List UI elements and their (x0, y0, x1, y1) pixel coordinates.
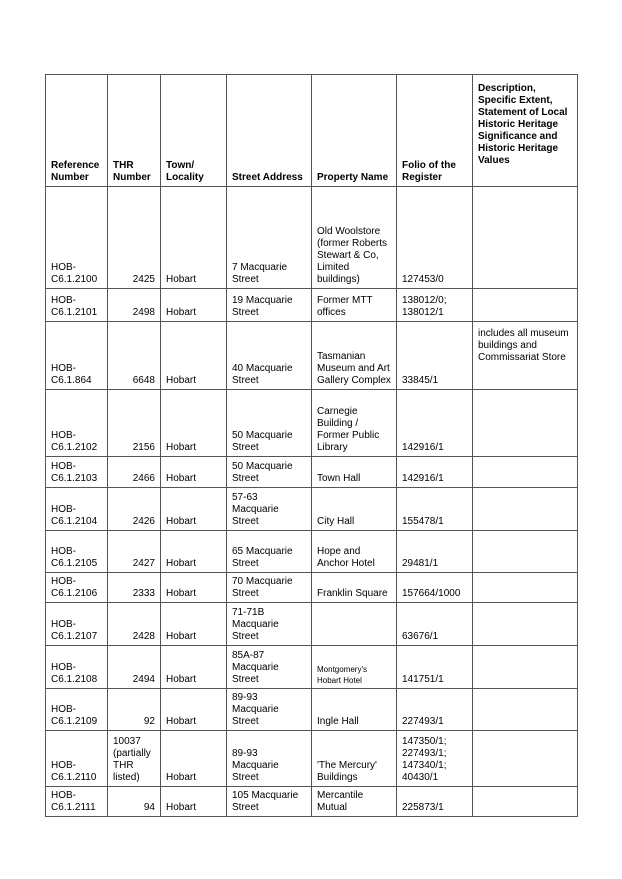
cell-street-address: 50 Macquarie Street (227, 457, 312, 488)
table-row (46, 731, 578, 787)
cell-property-name: Hope and Anchor Hotel (312, 531, 397, 573)
cell-thr-number: 2427 (108, 531, 161, 573)
cell-street-address: 65 Macquarie Street (227, 531, 312, 573)
header-description: Description, Specific Extent, Statement of Local Historic Heritage Significance and Historic Heritage Values (473, 75, 578, 187)
cell-property-name (312, 603, 397, 646)
cell-town-locality: Hobart (161, 531, 227, 573)
cell-thr-number: 2425 (108, 187, 161, 289)
header-folio: Folio of the Register (397, 75, 473, 187)
cell-street-address: 89-93 Macquarie Street (227, 731, 312, 787)
cell-folio: 227493/1 (397, 689, 473, 731)
cell-reference-number: HOB-C6.1.2111 (46, 787, 108, 817)
cell-reference-number: HOB-C6.1.2103 (46, 457, 108, 488)
header-street-address: Street Address (227, 75, 312, 187)
cell-folio: 63676/1 (397, 603, 473, 646)
cell-folio: 138012/0; 138012/1 (397, 289, 473, 322)
cell-folio: 142916/1 (397, 390, 473, 457)
cell-property-name: Franklin Square (312, 573, 397, 603)
cell-thr-number: 2466 (108, 457, 161, 488)
cell-street-address: 89-93 Macquarie Street (227, 689, 312, 731)
cell-property-name: Ingle Hall (312, 689, 397, 731)
cell-reference-number: HOB-C6.1.2110 (46, 731, 108, 787)
cell-thr-number: 92 (108, 689, 161, 731)
table-row (46, 457, 578, 488)
cell-property-name: Old Woolstore (former Roberts Stewart & Co, Limited buildings) (312, 187, 397, 289)
cell-property-name: Tasmanian Museum and Art Gallery Complex (312, 322, 397, 390)
cell-town-locality: Hobart (161, 289, 227, 322)
cell-town-locality: Hobart (161, 731, 227, 787)
header-thr-number: THR Number (108, 75, 161, 187)
cell-thr-number: 6648 (108, 322, 161, 390)
table-row (46, 289, 578, 322)
cell-folio: 157664/1000 (397, 573, 473, 603)
cell-folio: 155478/1 (397, 488, 473, 531)
cell-description (473, 787, 578, 817)
cell-folio: 29481/1 (397, 531, 473, 573)
table-row (46, 531, 578, 573)
table-row (46, 322, 578, 390)
cell-town-locality: Hobart (161, 187, 227, 289)
header-town-locality: Town/ Locality (161, 75, 227, 187)
cell-description: includes all museum buildings and Commissariat Store (473, 322, 578, 390)
cell-description (473, 187, 578, 289)
cell-reference-number: HOB-C6.1.2104 (46, 488, 108, 531)
cell-description (473, 731, 578, 787)
cell-reference-number: HOB-C6.1.2105 (46, 531, 108, 573)
header-reference-number: Reference Number (46, 75, 108, 187)
cell-reference-number: HOB-C6.1.2106 (46, 573, 108, 603)
cell-town-locality: Hobart (161, 457, 227, 488)
header-row (46, 75, 578, 187)
cell-thr-number: 2333 (108, 573, 161, 603)
table-row (46, 689, 578, 731)
cell-property-name: Mercantile Mutual (312, 787, 397, 817)
cell-street-address: 50 Macquarie Street (227, 390, 312, 457)
cell-reference-number: HOB-C6.1.2108 (46, 646, 108, 689)
cell-description (473, 531, 578, 573)
cell-town-locality: Hobart (161, 322, 227, 390)
cell-thr-number: 2498 (108, 289, 161, 322)
cell-town-locality: Hobart (161, 390, 227, 457)
cell-thr-number: 2156 (108, 390, 161, 457)
cell-thr-number: 2494 (108, 646, 161, 689)
cell-thr-number: 2428 (108, 603, 161, 646)
cell-description (473, 646, 578, 689)
cell-description (473, 689, 578, 731)
cell-reference-number: HOB-C6.1.2102 (46, 390, 108, 457)
cell-town-locality: Hobart (161, 488, 227, 531)
cell-reference-number: HOB-C6.1.2107 (46, 603, 108, 646)
cell-reference-number: HOB-C6.1.2109 (46, 689, 108, 731)
table-row (46, 488, 578, 531)
cell-description (473, 457, 578, 488)
header-property-name: Property Name (312, 75, 397, 187)
cell-street-address: 7 Macquarie Street (227, 187, 312, 289)
cell-folio: 225873/1 (397, 787, 473, 817)
cell-thr-number: 94 (108, 787, 161, 817)
cell-property-name: City Hall (312, 488, 397, 531)
cell-town-locality: Hobart (161, 646, 227, 689)
cell-reference-number: HOB-C6.1.864 (46, 322, 108, 390)
cell-town-locality: Hobart (161, 603, 227, 646)
cell-street-address: 70 Macquarie Street (227, 573, 312, 603)
cell-folio: 147350/1; 227493/1; 147340/1; 40430/1 (397, 731, 473, 787)
cell-description (473, 573, 578, 603)
cell-street-address: 105 Macquarie Street (227, 787, 312, 817)
table-row (46, 390, 578, 457)
table-row (46, 646, 578, 689)
cell-description (473, 390, 578, 457)
table-row (46, 187, 578, 289)
cell-street-address: 19 Macquarie Street (227, 289, 312, 322)
heritage-register-table (45, 74, 578, 817)
cell-reference-number: HOB-C6.1.2101 (46, 289, 108, 322)
cell-folio: 141751/1 (397, 646, 473, 689)
cell-property-name: Montgomery's Hobart Hotel (312, 646, 397, 689)
table-row (46, 603, 578, 646)
cell-property-name: 'The Mercury' Buildings (312, 731, 397, 787)
cell-street-address: 40 Macquarie Street (227, 322, 312, 390)
cell-property-name: Town Hall (312, 457, 397, 488)
cell-reference-number: HOB-C6.1.2100 (46, 187, 108, 289)
cell-description (473, 603, 578, 646)
cell-street-address: 57-63 Macquarie Street (227, 488, 312, 531)
cell-property-name: Carnegie Building / Former Public Library (312, 390, 397, 457)
cell-folio: 127453/0 (397, 187, 473, 289)
table-row (46, 573, 578, 603)
cell-property-name: Former MTT offices (312, 289, 397, 322)
cell-folio: 142916/1 (397, 457, 473, 488)
cell-town-locality: Hobart (161, 573, 227, 603)
cell-description (473, 289, 578, 322)
cell-thr-number: 10037 (partially THR listed) (108, 731, 161, 787)
cell-street-address: 71-71B Macquarie Street (227, 603, 312, 646)
cell-town-locality: Hobart (161, 787, 227, 817)
cell-folio: 33845/1 (397, 322, 473, 390)
cell-description (473, 488, 578, 531)
cell-street-address: 85A-87 Macquarie Street (227, 646, 312, 689)
table-row (46, 787, 578, 817)
cell-town-locality: Hobart (161, 689, 227, 731)
cell-thr-number: 2426 (108, 488, 161, 531)
